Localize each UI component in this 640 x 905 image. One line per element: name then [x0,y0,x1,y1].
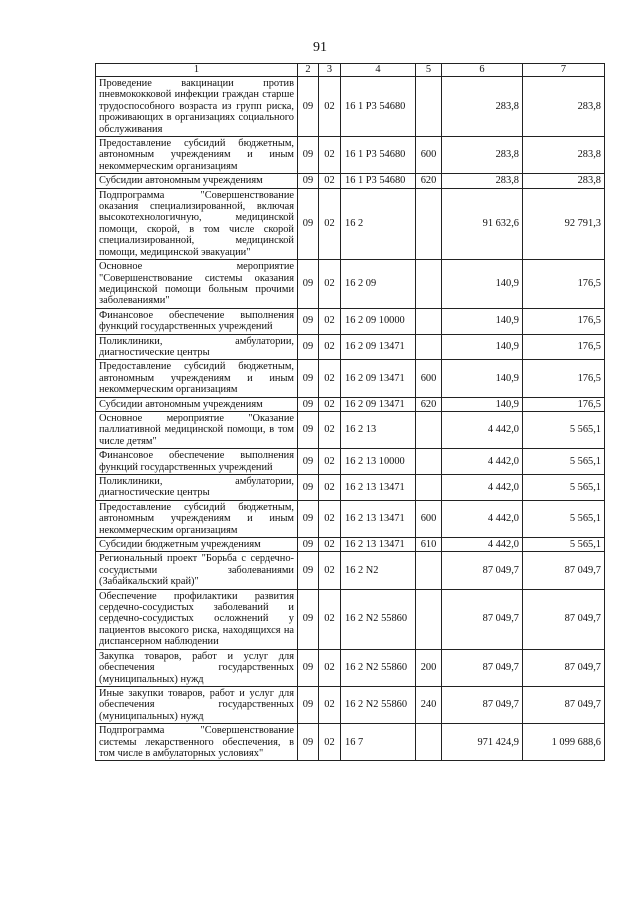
row-name: Субсидии автономным учреждениям [96,174,298,188]
section-code: 09 [298,308,319,334]
row-name: Поликлиники, амбулатории, диагностические центры [96,334,298,360]
table-row [96,174,605,188]
expense-type-code: 600 [416,137,442,174]
amount-year-2: 87 049,7 [523,686,605,723]
target-article-code: 16 2 [341,188,416,259]
table-row [96,449,605,475]
subsection-code: 02 [319,449,341,475]
subsection-code: 02 [319,475,341,501]
budget-table [95,63,605,761]
section-code: 09 [298,174,319,188]
target-article-code: 16 2 09 13471 [341,360,416,397]
table-row [96,360,605,397]
column-header: 5 [416,64,442,77]
section-code: 09 [298,360,319,397]
amount-year-1: 91 632,6 [442,188,523,259]
expense-type-code [416,724,442,761]
table-row [96,308,605,334]
row-name: Финансовое обеспечение выполнения функций государственных учреждений [96,308,298,334]
subsection-code: 02 [319,174,341,188]
row-name: Предоставление субсидий бюджетным, автономным учреждениям и иным некоммерческим организациям [96,500,298,537]
expense-type-code: 200 [416,649,442,686]
subsection-code: 02 [319,500,341,537]
target-article-code: 16 2 13 10000 [341,449,416,475]
target-article-code: 16 2 09 10000 [341,308,416,334]
expense-type-code [416,188,442,259]
section-code: 09 [298,552,319,589]
target-article-code: 16 1 P3 54680 [341,77,416,137]
expense-type-code [416,552,442,589]
subsection-code: 02 [319,188,341,259]
amount-year-1: 283,8 [442,137,523,174]
expense-type-code: 240 [416,686,442,723]
section-code: 09 [298,538,319,552]
amount-year-2: 1 099 688,6 [523,724,605,761]
amount-year-2: 176,5 [523,334,605,360]
expense-type-code: 620 [416,174,442,188]
amount-year-2: 87 049,7 [523,649,605,686]
amount-year-1: 140,9 [442,360,523,397]
subsection-code: 02 [319,334,341,360]
row-name: Поликлиники, амбулатории, диагностические центры [96,475,298,501]
column-header: 7 [523,64,605,77]
amount-year-2: 283,8 [523,77,605,137]
subsection-code: 02 [319,538,341,552]
table-row [96,686,605,723]
amount-year-2: 176,5 [523,397,605,411]
section-code: 09 [298,724,319,761]
row-name: Основное мероприятие "Совершенствование системы оказания медицинской помощи больным прочими заболеваниями" [96,260,298,309]
amount-year-1: 283,8 [442,77,523,137]
target-article-code: 16 2 N2 55860 [341,649,416,686]
column-header: 6 [442,64,523,77]
row-name: Субсидии бюджетным учреждениям [96,538,298,552]
expense-type-code: 610 [416,538,442,552]
expense-type-code: 600 [416,360,442,397]
amount-year-2: 5 565,1 [523,538,605,552]
amount-year-1: 4 442,0 [442,538,523,552]
row-name: Проведение вакцинации против пневмококковой инфекции граждан старше трудоспособного возраста из групп риска, проживающих в организациях социального обслуживания [96,77,298,137]
amount-year-1: 140,9 [442,334,523,360]
amount-year-1: 87 049,7 [442,589,523,649]
amount-year-2: 176,5 [523,360,605,397]
expense-type-code [416,589,442,649]
amount-year-1: 4 442,0 [442,475,523,501]
table-row [96,397,605,411]
target-article-code: 16 2 13 13471 [341,475,416,501]
target-article-code: 16 2 13 13471 [341,500,416,537]
subsection-code: 02 [319,260,341,309]
amount-year-2: 87 049,7 [523,552,605,589]
expense-type-code [416,475,442,501]
amount-year-2: 5 565,1 [523,449,605,475]
section-code: 09 [298,188,319,259]
target-article-code: 16 2 09 13471 [341,334,416,360]
subsection-code: 02 [319,411,341,448]
row-name: Предоставление субсидий бюджетным, автономным учреждениям и иным некоммерческим организациям [96,360,298,397]
section-code: 09 [298,411,319,448]
section-code: 09 [298,77,319,137]
row-name: Предоставление субсидий бюджетным, автономным учреждениям и иным некоммерческим организациям [96,137,298,174]
expense-type-code: 620 [416,397,442,411]
amount-year-1: 4 442,0 [442,449,523,475]
subsection-code: 02 [319,649,341,686]
row-name: Финансовое обеспечение выполнения функций государственных учреждений [96,449,298,475]
amount-year-2: 283,8 [523,174,605,188]
row-name: Обеспечение профилактики развития сердечно-сосудистых заболеваний и сердечно-сосудистых осложнений у пациентов высокого риска, находящихся на диспансерном наблюдении [96,589,298,649]
section-code: 09 [298,686,319,723]
amount-year-2: 5 565,1 [523,500,605,537]
amount-year-1: 4 442,0 [442,411,523,448]
amount-year-1: 87 049,7 [442,552,523,589]
target-article-code: 16 7 [341,724,416,761]
table-row [96,649,605,686]
section-code: 09 [298,649,319,686]
column-header: 2 [298,64,319,77]
subsection-code: 02 [319,724,341,761]
section-code: 09 [298,500,319,537]
expense-type-code [416,334,442,360]
row-name: Подпрограмма "Совершенствование оказания специализированной, включая высокотехнологичную, медицинской помощи, скорой, в том числе скорой специализированной, медицинской помощи, медицинской эвакуации" [96,188,298,259]
target-article-code: 16 2 13 [341,411,416,448]
table-row [96,500,605,537]
subsection-code: 02 [319,552,341,589]
target-article-code: 16 2 N2 55860 [341,686,416,723]
section-code: 09 [298,334,319,360]
amount-year-2: 92 791,3 [523,188,605,259]
table-row [96,475,605,501]
target-article-code: 16 2 09 [341,260,416,309]
row-name: Иные закупки товаров, работ и услуг для обеспечения государственных (муниципальных) нужд [96,686,298,723]
table-row [96,411,605,448]
amount-year-1: 971 424,9 [442,724,523,761]
column-header: 4 [341,64,416,77]
amount-year-2: 176,5 [523,308,605,334]
expense-type-code [416,449,442,475]
section-code: 09 [298,260,319,309]
amount-year-1: 87 049,7 [442,649,523,686]
subsection-code: 02 [319,397,341,411]
page-number: 91 [313,40,327,55]
expense-type-code [416,411,442,448]
amount-year-1: 140,9 [442,397,523,411]
subsection-code: 02 [319,686,341,723]
row-name: Подпрограмма "Совершенствование системы лекарственного обеспечения, в том числе в амбулаторных условиях" [96,724,298,761]
row-name: Закупка товаров, работ и услуг для обеспечения государственных (муниципальных) нужд [96,649,298,686]
section-code: 09 [298,397,319,411]
amount-year-2: 87 049,7 [523,589,605,649]
table-row [96,137,605,174]
target-article-code: 16 2 N2 [341,552,416,589]
table-row [96,77,605,137]
amount-year-1: 140,9 [442,308,523,334]
amount-year-1: 283,8 [442,174,523,188]
target-article-code: 16 2 13 13471 [341,538,416,552]
expense-type-code [416,260,442,309]
table-row [96,334,605,360]
column-header: 3 [319,64,341,77]
table-row [96,538,605,552]
expense-type-code [416,308,442,334]
amount-year-2: 5 565,1 [523,411,605,448]
table-row [96,552,605,589]
amount-year-2: 176,5 [523,260,605,309]
subsection-code: 02 [319,137,341,174]
row-name: Субсидии автономным учреждениям [96,397,298,411]
target-article-code: 16 2 N2 55860 [341,589,416,649]
amount-year-1: 4 442,0 [442,500,523,537]
amount-year-2: 5 565,1 [523,475,605,501]
header-row [96,64,605,77]
target-article-code: 16 2 09 13471 [341,397,416,411]
table-row [96,188,605,259]
subsection-code: 02 [319,77,341,137]
amount-year-1: 140,9 [442,260,523,309]
amount-year-2: 283,8 [523,137,605,174]
expense-type-code [416,77,442,137]
section-code: 09 [298,137,319,174]
row-name: Региональный проект "Борьба с сердечно-сосудистыми заболеваниями (Забайкальский край)" [96,552,298,589]
amount-year-1: 87 049,7 [442,686,523,723]
section-code: 09 [298,475,319,501]
target-article-code: 16 1 P3 54680 [341,137,416,174]
section-code: 09 [298,589,319,649]
subsection-code: 02 [319,360,341,397]
column-header: 1 [96,64,298,77]
target-article-code: 16 1 P3 54680 [341,174,416,188]
subsection-code: 02 [319,589,341,649]
row-name: Основное мероприятие "Оказание паллиативной медицинской помощи, в том числе детям" [96,411,298,448]
expense-type-code: 600 [416,500,442,537]
section-code: 09 [298,449,319,475]
subsection-code: 02 [319,308,341,334]
table-row [96,589,605,649]
table-row [96,724,605,761]
table-row [96,260,605,309]
